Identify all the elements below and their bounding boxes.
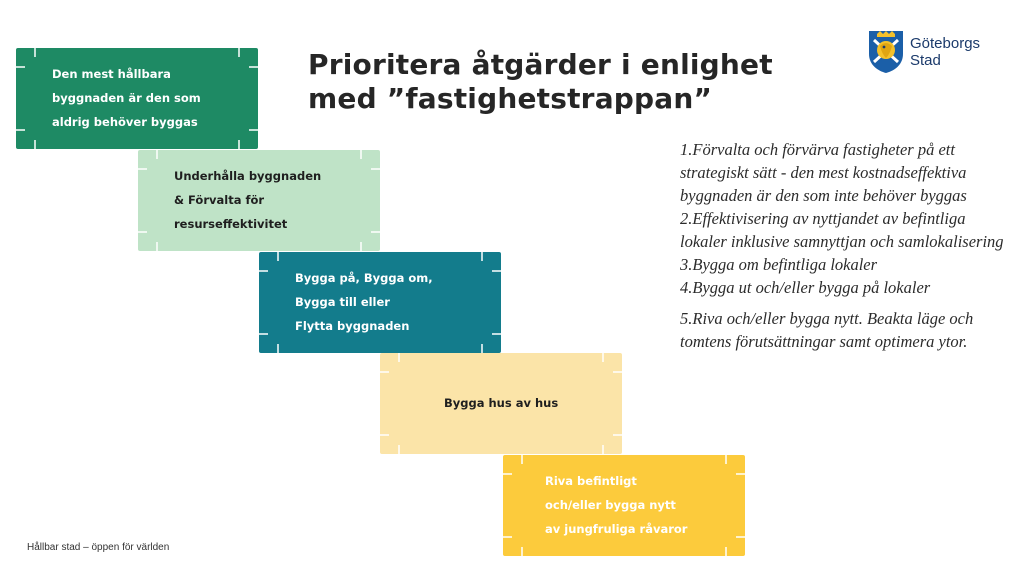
list-item-2: 2.Effektivisering av nyttjandet av befintliga lokaler inklusive samnyttjan och samlokalisering [680, 209, 1004, 251]
corner-tick-mark [398, 353, 400, 362]
corner-tick-mark [277, 344, 279, 353]
corner-tick-mark [736, 473, 745, 475]
corner-tick-mark [521, 547, 523, 556]
corner-tick-mark [34, 48, 36, 57]
corner-tick-mark [138, 231, 147, 233]
corner-tick-mark [503, 473, 512, 475]
corner-tick-mark [238, 48, 240, 57]
stair-step-5-text: Riva befintligt och/eller bygga nytt av jungfruliga råvaror [545, 474, 688, 536]
corner-tick-mark [34, 140, 36, 149]
corner-tick-mark [259, 270, 268, 272]
corner-tick-mark [736, 536, 745, 538]
list-item-3: 3.Bygga om befintliga lokaler [680, 255, 878, 274]
stair-step-4 [380, 353, 622, 454]
corner-tick-mark [259, 333, 268, 335]
list-item-5: 5.Riva och/eller bygga nytt. Beakta läge och tomtens förutsättningar samt optimera ytor. [680, 309, 974, 351]
corner-tick-mark [156, 242, 158, 251]
corner-tick-mark [481, 344, 483, 353]
corner-tick-mark [492, 333, 501, 335]
corner-tick-mark [371, 168, 380, 170]
corner-tick-mark [360, 242, 362, 251]
stair-step-2-text: Underhålla byggnaden & Förvalta för resurseffektivitet [174, 169, 322, 231]
stair-step-3 [259, 252, 501, 353]
corner-tick-mark [238, 140, 240, 149]
goteborgs-stad-logo [866, 28, 1006, 74]
corner-tick-mark [602, 445, 604, 454]
stair-step-2 [138, 150, 380, 251]
logo-text [910, 35, 980, 69]
corner-tick-mark [16, 66, 25, 68]
corner-tick-mark [613, 434, 622, 436]
stair-step-1 [16, 48, 258, 149]
stair-step-5 [503, 455, 745, 556]
corner-tick-mark [16, 129, 25, 131]
list-item-4: 4.Bygga ut och/eller bygga på lokaler [680, 278, 931, 297]
corner-tick-mark [380, 434, 389, 436]
corner-tick-mark [725, 455, 727, 464]
corner-tick-mark [398, 445, 400, 454]
corner-tick-mark [249, 66, 258, 68]
list-item-1: 1.Förvalta och förvärva fastigheter på ett strategiskt sätt - den mest kostnadseffektiva byggnaden är den som inte behöver byggas [680, 140, 967, 205]
corner-tick-mark [156, 150, 158, 159]
priority-list [680, 138, 1010, 353]
corner-tick-mark [277, 252, 279, 261]
corner-tick-mark [138, 168, 147, 170]
corner-tick-mark [602, 353, 604, 362]
corner-tick-mark [725, 547, 727, 556]
logo-line-2: Stad [910, 52, 941, 69]
corner-tick-mark [481, 252, 483, 261]
corner-tick-mark [503, 536, 512, 538]
slide-title: Prioritera åtgärder i enlighet med ”fastighetstrappan” [308, 48, 773, 115]
stair-step-3-text: Bygga på, Bygga om, Bygga till eller Flytta byggnaden [295, 271, 433, 333]
stair-step-4-text: Bygga hus av hus [444, 396, 559, 410]
corner-tick-mark [380, 371, 389, 373]
corner-tick-mark [521, 455, 523, 464]
corner-tick-mark [492, 270, 501, 272]
corner-tick-mark [371, 231, 380, 233]
footer-text: Hållbar stad – öppen för världen [27, 542, 170, 553]
logo-line-1: Göteborgs [910, 35, 981, 52]
corner-tick-mark [360, 150, 362, 159]
city-emblem-icon [866, 28, 906, 74]
stair-step-1-text: Den mest hållbara byggnaden är den som aldrig behöver byggas [52, 67, 201, 129]
corner-tick-mark [613, 371, 622, 373]
corner-tick-mark [249, 129, 258, 131]
